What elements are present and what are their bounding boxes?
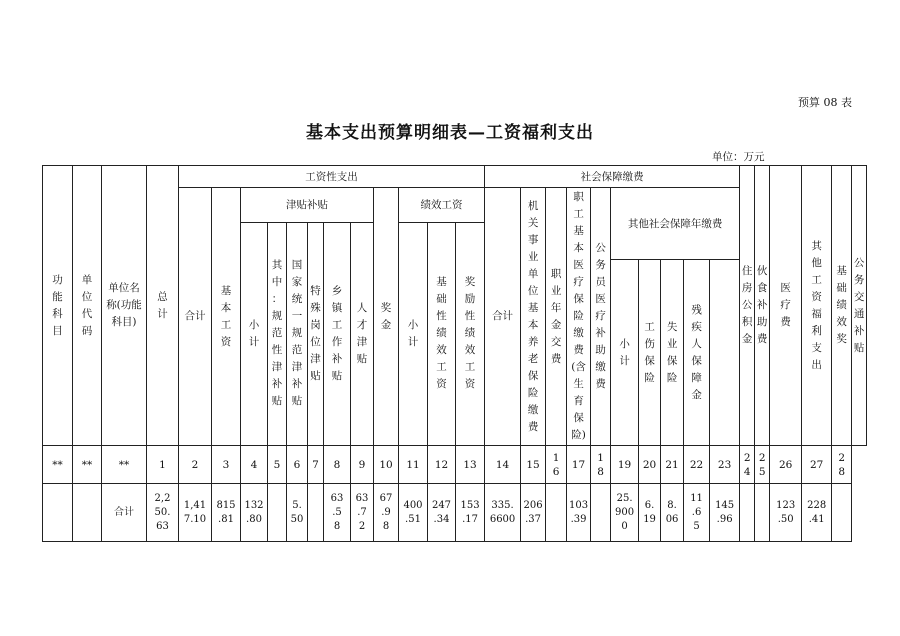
col-func-subject: 功 能 科 目 (43, 166, 73, 446)
data-cell: 132 .80 (241, 484, 268, 542)
col-unit-name: 单位名 称(功能 科目) (102, 166, 147, 446)
data-cell: 63 .7 2 (351, 484, 374, 542)
index-cell: 15 (521, 446, 546, 484)
col-total: 总 计 (147, 166, 179, 446)
index-cell: 22 (684, 446, 710, 484)
col-talent-allowance: 人 才 津 贴 (351, 222, 374, 446)
data-cell (308, 484, 324, 542)
col-allowance-subtotal: 小 计 (241, 222, 268, 446)
col-township-allowance: 乡 镇 工 作 补 贴 (324, 222, 351, 446)
group-other-social: 其他社会保障年缴费 (611, 188, 740, 260)
col-medical: 职 工 基 本 医 疗 保 险 缴 费 (含 生 育 保 险) (567, 188, 591, 446)
form-code: 预算 08 表 (798, 96, 852, 109)
col-unit-code: 单 位 代 码 (73, 166, 102, 446)
col-unemployment: 失 业 保 险 (661, 260, 684, 446)
data-cell: 145 .96 (710, 484, 740, 542)
data-cell (546, 484, 567, 542)
data-cell (755, 484, 770, 542)
wage-welfare-table (42, 165, 867, 542)
data-cell: 247 .34 (428, 484, 456, 542)
data-cell: 1,41 7.10 (179, 484, 212, 542)
data-cell: 815 .81 (212, 484, 241, 542)
col-pension: 机 关 事 业 单 位 基 本 养 老 保 险 缴 费 (521, 188, 546, 446)
index-cell: 27 (802, 446, 832, 484)
index-cell: 2 5 (755, 446, 770, 484)
data-cell: 67 .9 8 (374, 484, 399, 542)
data-cell: 2,2 50. 63 (147, 484, 179, 542)
index-cell: 2 8 (832, 446, 852, 484)
col-civil-medical: 公 务 员 医 疗 补 助 缴 费 (591, 188, 611, 446)
data-cell: 25. 900 0 (611, 484, 639, 542)
col-basic-wage: 基 本 工 资 (212, 188, 241, 446)
col-meal-subsidy: 伙 食 补 助 费 (755, 166, 770, 446)
index-cell: 11 (399, 446, 428, 484)
index-cell: 19 (611, 446, 639, 484)
col-special-post-allowance: 特 殊 岗 位 津 贴 (308, 222, 324, 446)
data-cell: 123 .50 (770, 484, 802, 542)
col-medical-fee: 医 疗 费 (770, 166, 802, 446)
index-cell: 14 (485, 446, 521, 484)
col-other-welfare: 其 他 工 资 福 利 支 出 (802, 166, 832, 446)
data-cell: 103 .39 (567, 484, 591, 542)
col-merit-subtotal: 小 计 (399, 222, 428, 446)
index-cell: 13 (456, 446, 485, 484)
data-cell: 206 .37 (521, 484, 546, 542)
data-cell: 228 .41 (802, 484, 832, 542)
data-cell: 6. 19 (639, 484, 661, 542)
index-row (43, 446, 867, 484)
page-title: 基本支出预算明细表—工资福利支出 (306, 123, 594, 143)
index-cell: 21 (661, 446, 684, 484)
row-label: 合计 (102, 484, 147, 542)
index-cell: 2 (179, 446, 212, 484)
col-bonus: 奖 金 (374, 188, 399, 446)
data-cell: 11 .6 5 (684, 484, 710, 542)
index-cell: ** (43, 446, 73, 484)
index-cell: 26 (770, 446, 802, 484)
index-cell: ** (102, 446, 147, 484)
col-social-subtotal: 合计 (485, 188, 521, 446)
index-cell: 3 (212, 446, 241, 484)
group-merit: 绩效工资 (399, 188, 485, 223)
data-cell (73, 484, 102, 542)
index-cell: 9 (351, 446, 374, 484)
index-cell: 4 (241, 446, 268, 484)
group-wage: 工资性支出 (179, 166, 485, 188)
col-wage-subtotal: 合计 (179, 188, 212, 446)
index-cell: 1 6 (546, 446, 567, 484)
data-cell: 400 .51 (399, 484, 428, 542)
data-cell: 335. 6600 (485, 484, 521, 542)
data-cell: 8. 06 (661, 484, 684, 542)
index-cell: 23 (710, 446, 740, 484)
col-annuity: 职 业 年 金 交 费 (546, 188, 567, 446)
col-basic-merit: 基 础 性 绩 效 工 资 (428, 222, 456, 446)
col-transport-subsidy: 公 务 交 通 补 贴 (852, 166, 867, 446)
group-allowance: 津贴补贴 (241, 188, 374, 223)
unit-label: 单位：万元 (712, 151, 765, 163)
data-cell (268, 484, 287, 542)
group-social: 社会保障缴费 (485, 166, 740, 188)
index-cell: 6 (287, 446, 308, 484)
index-cell: 1 (147, 446, 179, 484)
col-unified-allowance: 国 家 统 一 规 范 津 补 贴 (287, 222, 308, 446)
data-cell (832, 484, 852, 542)
index-cell: 17 (567, 446, 591, 484)
data-cell: 153 .17 (456, 484, 485, 542)
index-cell: 8 (324, 446, 351, 484)
data-cell: 63 .5 8 (324, 484, 351, 542)
col-other-subtotal: 小 计 (611, 260, 639, 446)
col-incentive-merit: 奖 励 性 绩 效 工 资 (456, 222, 485, 446)
data-cell (43, 484, 73, 542)
index-cell: 5 (268, 446, 287, 484)
index-cell: 2 4 (740, 446, 755, 484)
data-cell: 5. 50 (287, 484, 308, 542)
index-cell: 20 (639, 446, 661, 484)
table-row (43, 484, 867, 542)
index-cell: 12 (428, 446, 456, 484)
col-injury: 工 伤 保 险 (639, 260, 661, 446)
col-housing-fund: 住 房 公 积 金 (740, 166, 755, 446)
index-cell: 7 (308, 446, 324, 484)
index-cell: ** (73, 446, 102, 484)
index-cell: 1 8 (591, 446, 611, 484)
index-cell: 10 (374, 446, 399, 484)
col-normative-allowance: 其 中 ： 规 范 性 津 补 贴 (268, 222, 287, 446)
data-cell (740, 484, 755, 542)
data-cell (591, 484, 611, 542)
col-disability: 残 疾 人 保 障 金 (684, 260, 710, 446)
col-basic-merit-bonus: 基 础 绩 效 奖 (832, 166, 852, 446)
